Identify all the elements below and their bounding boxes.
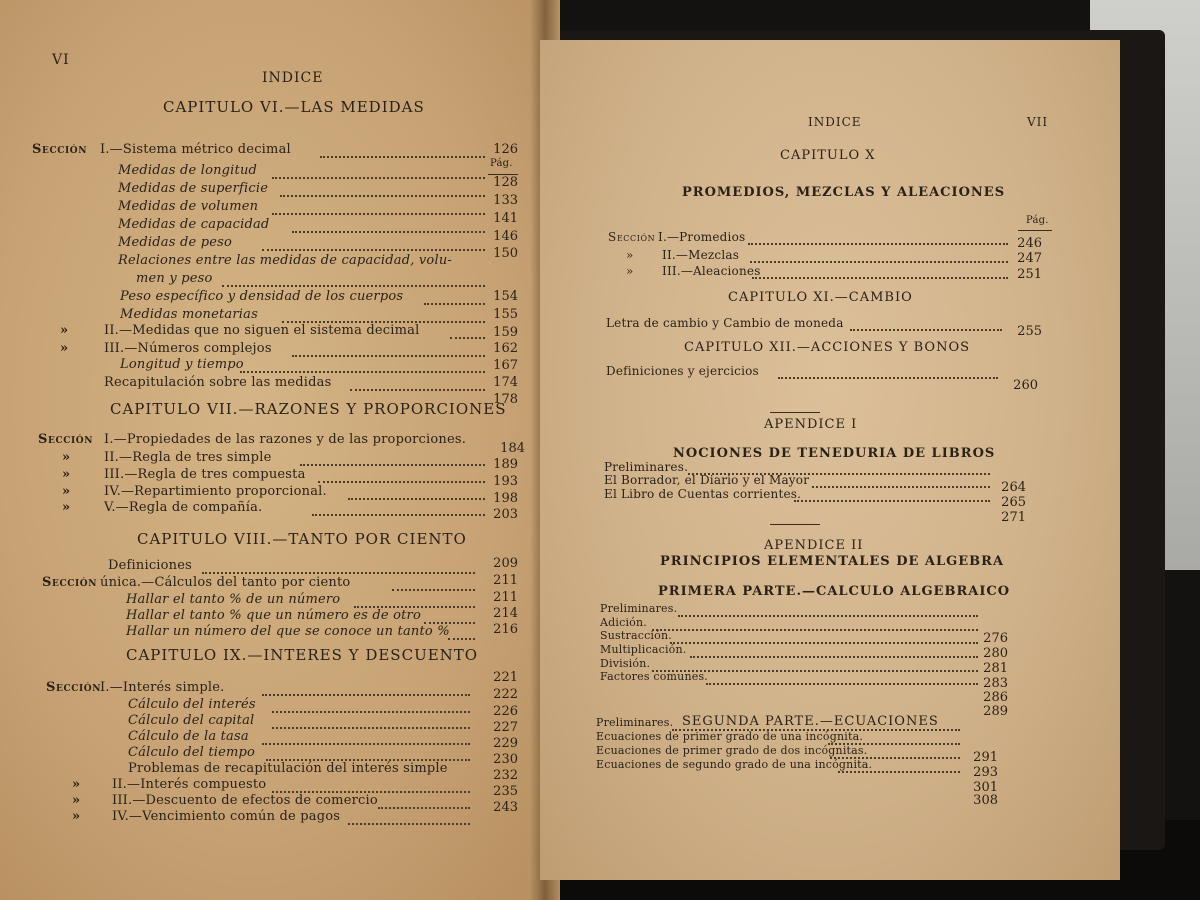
toc-entry: Hallar el tanto % de un número bbox=[126, 592, 341, 607]
page-ref: 193 bbox=[493, 474, 518, 489]
right-page bbox=[540, 40, 1120, 880]
entry-prefix: » bbox=[62, 450, 71, 465]
toc-entry: IV.—Vencimiento común de pagos bbox=[112, 809, 341, 824]
leader-dots bbox=[272, 175, 485, 179]
leader-dots bbox=[348, 496, 485, 500]
page-ref: 189 bbox=[493, 457, 518, 472]
separator-rule bbox=[770, 412, 820, 413]
toc-entry: V.—Regla de compañía. bbox=[104, 500, 263, 515]
toc-entry: El Borrador, el Diario y el Mayor bbox=[604, 473, 810, 487]
toc-entry: III.—Aleaciones bbox=[662, 264, 761, 278]
page-ref: 162 bbox=[493, 341, 518, 356]
entry-prefix: » bbox=[60, 323, 69, 338]
leader-dots bbox=[748, 241, 1008, 245]
toc-entry: Hallar un número del que se conoce un tanto % bbox=[126, 624, 450, 639]
page-ref: 211 bbox=[493, 573, 518, 588]
entry-prefix: Sección bbox=[46, 680, 102, 695]
page-ref: 150 bbox=[493, 246, 518, 261]
entry-prefix: Sección bbox=[42, 575, 98, 590]
section-title: CAPITULO XII.—ACCIONES Y BONOS bbox=[684, 340, 971, 355]
toc-entry: Hallar el tanto % que un número es de otro bbox=[126, 608, 421, 623]
toc-entry: El Libro de Cuentas corrientes. bbox=[604, 487, 802, 501]
pag-label: Pág. bbox=[490, 158, 513, 169]
leader-dots bbox=[450, 335, 485, 339]
toc-entry: Adición. bbox=[600, 616, 647, 629]
page-ref: 235 bbox=[493, 784, 518, 799]
section-subtitle: PRIMERA PARTE.—CALCULO ALGEBRAICO bbox=[658, 584, 1011, 599]
leader-dots bbox=[262, 741, 470, 745]
page-ref: 146 bbox=[493, 229, 518, 244]
toc-entry: Recapitulación sobre las medidas bbox=[104, 375, 332, 390]
chapter-title: CAPITULO VI.—LAS MEDIDAS bbox=[163, 98, 425, 116]
page-ref: 126 bbox=[493, 142, 518, 157]
toc-entry: Letra de cambio y Cambio de moneda bbox=[606, 316, 844, 330]
toc-entry: Ecuaciones de primer grado de dos incógnitas. bbox=[596, 744, 868, 757]
page-ref: 255 bbox=[1017, 324, 1042, 339]
section-title: APENDICE II bbox=[764, 538, 864, 553]
leader-dots bbox=[690, 654, 978, 658]
toc-entry: Definiciones bbox=[108, 558, 193, 573]
toc-entry: Medidas de longitud bbox=[118, 163, 258, 178]
entry-prefix: » bbox=[626, 264, 634, 278]
toc-entry: I.—Promedios bbox=[658, 230, 746, 244]
toc-entry: Factores comunes. bbox=[600, 670, 708, 683]
page-ref: 308 bbox=[973, 793, 998, 808]
leader-dots bbox=[752, 275, 1008, 279]
page-ref: 216 bbox=[493, 622, 518, 637]
page-ref: 203 bbox=[493, 507, 518, 522]
section-title: CAPITULO X bbox=[780, 148, 876, 163]
page-ref: 281 bbox=[983, 661, 1008, 676]
toc-entry: Preliminares. bbox=[600, 602, 678, 615]
leader-dots bbox=[262, 692, 470, 696]
entry-prefix: » bbox=[62, 484, 71, 499]
toc-entry: II.—Medidas que no siguen el sistema decimal bbox=[104, 323, 420, 338]
leader-dots bbox=[320, 154, 485, 158]
section-title: APENDICE I bbox=[764, 417, 858, 432]
entry-prefix: » bbox=[72, 809, 81, 824]
leader-dots bbox=[348, 821, 470, 825]
left-page bbox=[0, 0, 560, 900]
page-ref: 264 bbox=[1001, 480, 1026, 495]
page-ref: 133 bbox=[493, 193, 518, 208]
toc-entry: II.—Interés compuesto bbox=[112, 777, 267, 792]
toc-entry: II.—Regla de tres simple bbox=[104, 450, 272, 465]
page-ref: 229 bbox=[493, 736, 518, 751]
page-ref: 293 bbox=[973, 765, 998, 780]
toc-entry: Medidas de capacidad bbox=[118, 217, 270, 232]
section-subtitle: PRINCIPIOS ELEMENTALES DE ALGEBRA bbox=[660, 554, 1005, 569]
page-ref: 159 bbox=[493, 325, 518, 340]
page-ref: 141 bbox=[493, 211, 518, 226]
leader-dots bbox=[424, 301, 485, 305]
leader-dots bbox=[202, 570, 475, 574]
page-ref: 178 bbox=[493, 392, 518, 407]
entry-prefix: » bbox=[62, 500, 71, 515]
chapter-title: CAPITULO VII.—RAZONES Y PROPORCIONES bbox=[110, 400, 507, 418]
leader-dots bbox=[272, 709, 470, 713]
page-number-right: VII bbox=[1027, 115, 1049, 129]
toc-entry: III.—Regla de tres compuesta bbox=[104, 467, 306, 482]
page-ref: 221 bbox=[493, 670, 518, 685]
leader-dots bbox=[378, 805, 470, 809]
section-title: CAPITULO XI.—CAMBIO bbox=[728, 290, 913, 305]
leader-dots bbox=[850, 327, 1002, 331]
page-ref: 243 bbox=[493, 800, 518, 815]
leader-dots bbox=[778, 375, 998, 379]
leader-dots bbox=[678, 613, 978, 617]
page-ref: 247 bbox=[1017, 251, 1042, 266]
page-ref: 251 bbox=[1017, 267, 1042, 282]
toc-entry: Medidas de superficie bbox=[118, 181, 269, 196]
page-ref: 301 bbox=[973, 780, 998, 795]
toc-entry: I.—Sistema métrico decimal bbox=[100, 142, 291, 157]
toc-entry: Multiplicación. bbox=[600, 643, 687, 656]
toc-entry: Relaciones entre las medidas de capacidad, volu- bbox=[118, 253, 452, 268]
toc-entry: Cálculo de la tasa bbox=[128, 729, 249, 744]
entry-prefix: » bbox=[62, 467, 71, 482]
toc-entry: Cálculo del interés bbox=[128, 697, 256, 712]
pag-rule-right bbox=[1018, 230, 1052, 231]
toc-entry: I.—Propiedades de las razones y de las proporciones. bbox=[104, 432, 467, 447]
page-ref: 289 bbox=[983, 704, 1008, 719]
leader-dots bbox=[272, 725, 470, 729]
page-ref: 265 bbox=[1001, 495, 1026, 510]
toc-entry: men y peso bbox=[136, 271, 213, 286]
page-ref: 232 bbox=[493, 768, 518, 783]
toc-entry: única.—Cálculos del tanto por ciento bbox=[100, 575, 351, 590]
page-ref: 155 bbox=[493, 307, 518, 322]
leader-dots bbox=[280, 193, 485, 197]
page-ref: 209 bbox=[493, 556, 518, 571]
running-head-left: INDICE bbox=[262, 70, 324, 86]
toc-entry: Medidas de peso bbox=[118, 235, 233, 250]
entry-prefix: » bbox=[72, 793, 81, 808]
leader-dots bbox=[222, 283, 485, 287]
page-ref: 227 bbox=[493, 720, 518, 735]
toc-entry: IV.—Repartimiento proporcional. bbox=[104, 484, 327, 499]
page-ref: 230 bbox=[493, 752, 518, 767]
entry-prefix: » bbox=[72, 777, 81, 792]
leader-dots bbox=[292, 353, 485, 357]
section-subtitle: PROMEDIOS, MEZCLAS Y ALEACIONES bbox=[682, 185, 1006, 200]
leader-dots bbox=[272, 211, 485, 215]
entry-prefix: Sección bbox=[608, 230, 656, 244]
toc-entry: III.—Números complejos bbox=[104, 341, 272, 356]
page-ref: 283 bbox=[983, 676, 1008, 691]
chapter-title: CAPITULO IX.—INTERES Y DESCUENTO bbox=[126, 646, 479, 664]
toc-entry: III.—Descuento de efectos de comercio bbox=[112, 793, 378, 808]
leader-dots bbox=[448, 636, 475, 640]
page-ref: 184 bbox=[500, 441, 525, 456]
running-head-right: INDICE bbox=[808, 115, 862, 129]
chapter-title: CAPITULO VIII.—TANTO POR CIENTO bbox=[137, 530, 467, 548]
page-ref: 128 bbox=[493, 175, 518, 190]
leader-dots bbox=[350, 387, 485, 391]
page-ref: 198 bbox=[493, 491, 518, 506]
leader-dots bbox=[312, 512, 485, 516]
toc-entry: Cálculo del tiempo bbox=[128, 745, 256, 760]
toc-entry: División. bbox=[600, 657, 651, 670]
page-ref: 246 bbox=[1017, 236, 1042, 251]
toc-entry: Peso específico y densidad de los cuerpos bbox=[120, 289, 404, 304]
entry-prefix: » bbox=[626, 248, 634, 262]
leader-dots bbox=[292, 229, 485, 233]
page-ref: 226 bbox=[493, 704, 518, 719]
page-ref: 214 bbox=[493, 606, 518, 621]
leader-dots bbox=[392, 587, 475, 591]
page-number-left: VI bbox=[52, 52, 70, 68]
toc-entry: II.—Mezclas bbox=[662, 248, 740, 262]
section-title: SEGUNDA PARTE.—ECUACIONES bbox=[682, 714, 939, 729]
page-ref: 286 bbox=[983, 690, 1008, 705]
toc-entry: Medidas monetarias bbox=[120, 307, 258, 322]
page-ref: 271 bbox=[1001, 510, 1026, 525]
leader-dots bbox=[318, 479, 485, 483]
page-ref: 260 bbox=[1013, 378, 1038, 393]
page-ref: 174 bbox=[493, 375, 518, 390]
toc-entry: Longitud y tiempo bbox=[120, 357, 244, 372]
toc-entry: Ecuaciones de primer grado de una incógnita. bbox=[596, 730, 864, 743]
entry-prefix: Sección bbox=[32, 142, 88, 157]
toc-entry: Preliminares. bbox=[596, 716, 674, 729]
toc-entry: I.—Interés simple. bbox=[100, 680, 225, 695]
leader-dots bbox=[750, 259, 1008, 263]
section-subtitle: NOCIONES DE TENEDURIA DE LIBROS bbox=[673, 446, 996, 461]
separator-rule bbox=[770, 524, 820, 525]
leader-dots bbox=[652, 627, 978, 631]
leader-dots bbox=[794, 498, 990, 502]
page-ref: 211 bbox=[493, 590, 518, 605]
page-ref: 167 bbox=[493, 358, 518, 373]
toc-entry: Preliminares. bbox=[604, 460, 689, 474]
leader-dots bbox=[262, 247, 485, 251]
page-ref: 222 bbox=[493, 687, 518, 702]
toc-entry: Cálculo del capital bbox=[128, 713, 255, 728]
leader-dots bbox=[300, 462, 485, 466]
page-ref: 276 bbox=[983, 631, 1008, 646]
leader-dots bbox=[240, 369, 485, 373]
page-ref: 154 bbox=[493, 289, 518, 304]
leader-dots bbox=[706, 681, 978, 685]
pag-label-right: Pág. bbox=[1026, 215, 1049, 226]
toc-entry: Sustracción. bbox=[600, 629, 672, 642]
toc-entry: Problemas de recapitulación del interés simple bbox=[128, 761, 448, 776]
leader-dots bbox=[812, 484, 990, 488]
leader-dots bbox=[670, 640, 978, 644]
entry-prefix: » bbox=[60, 341, 69, 356]
toc-entry: Ecuaciones de segundo grado de una incógnita. bbox=[596, 758, 873, 771]
page-ref: 280 bbox=[983, 646, 1008, 661]
toc-entry: Medidas de volumen bbox=[118, 199, 259, 214]
toc-entry: Definiciones y ejercicios bbox=[606, 364, 759, 378]
page-ref: 291 bbox=[973, 750, 998, 765]
entry-prefix: Sección bbox=[38, 432, 94, 447]
leader-dots bbox=[838, 769, 960, 773]
